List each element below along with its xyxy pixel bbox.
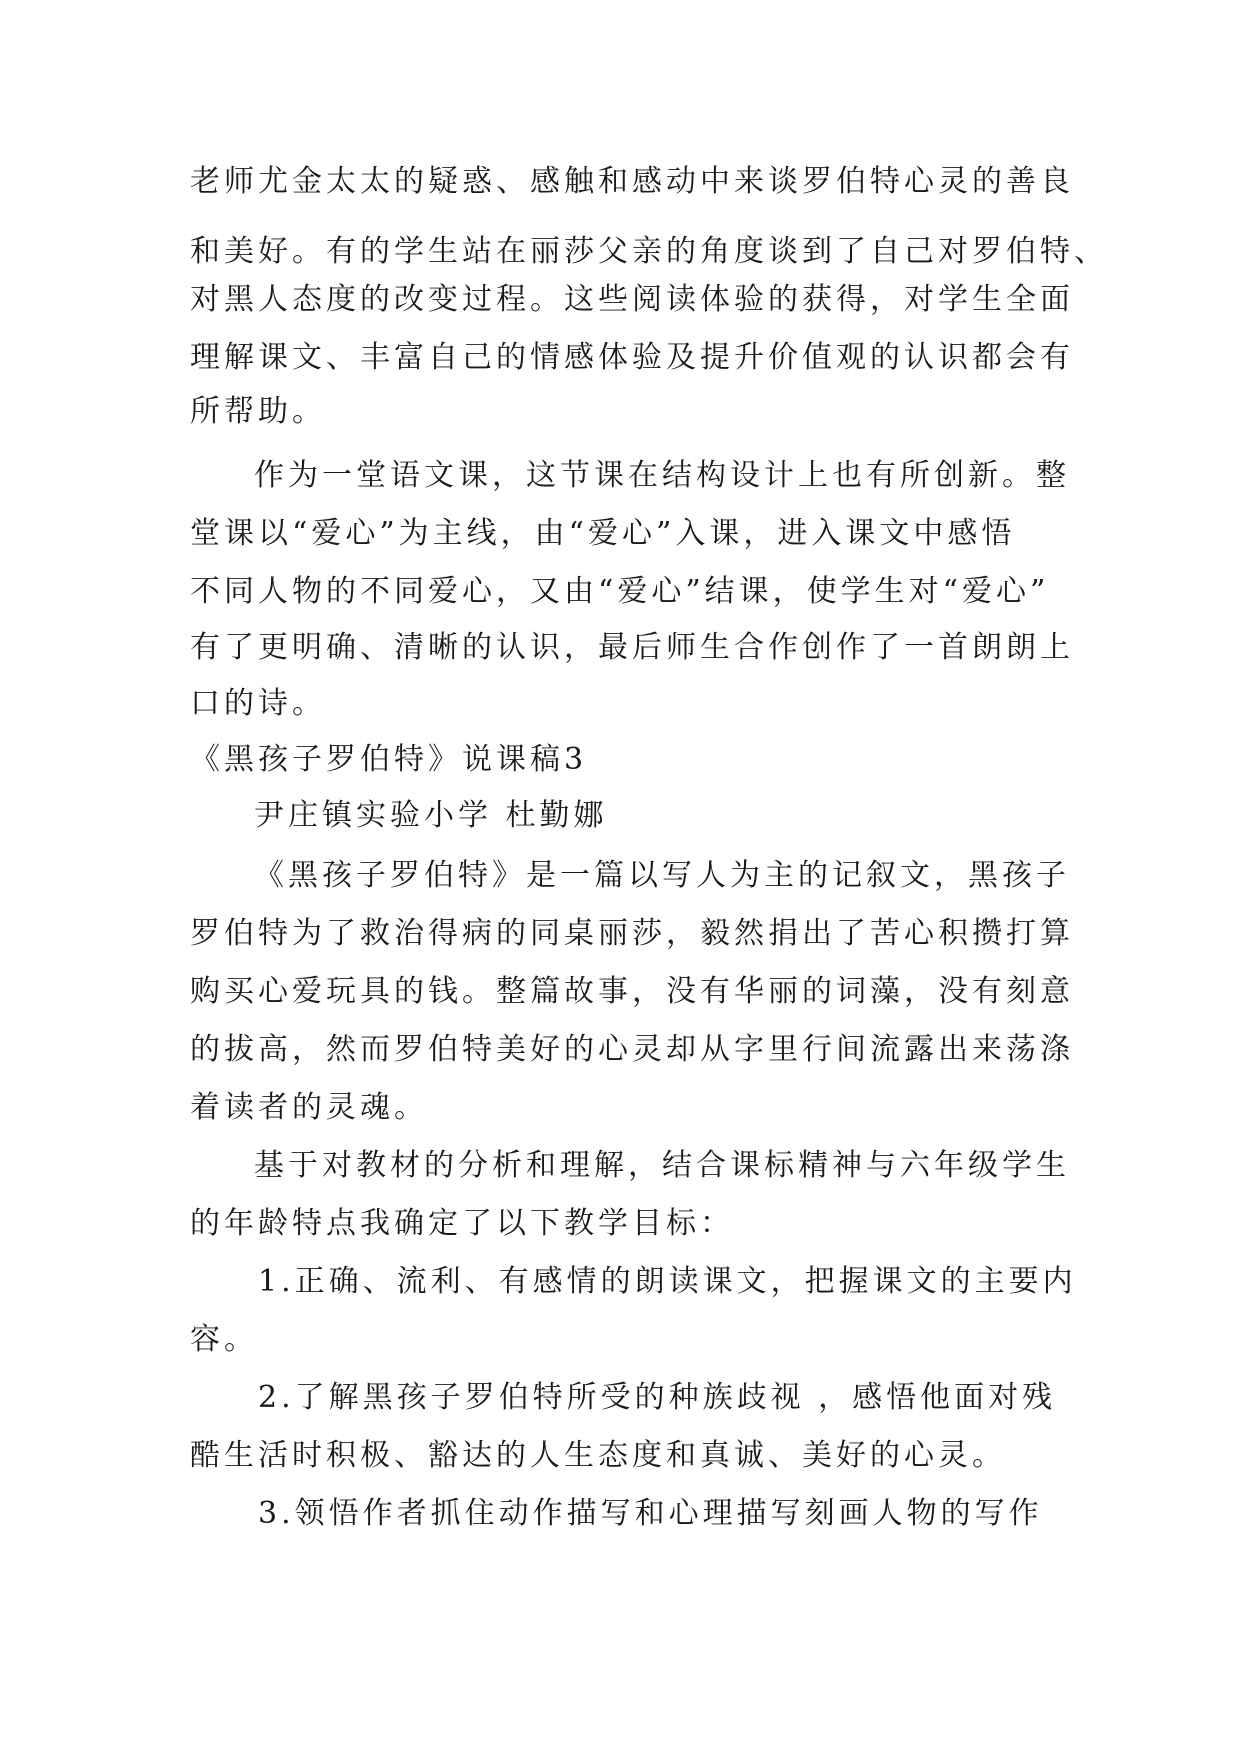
list-item-continuation: 容。 [190,1322,258,1357]
paragraph-line: 所帮助。 [190,394,326,429]
paragraph-line: 口的诗。 [190,686,326,721]
paragraph-line: 和美好。有的学生站在丽莎父亲的角度谈到了自己对罗伯特、 [190,234,1108,269]
paragraph-line: 《黑孩子罗伯特》是一篇以写人为主的记叙文，黑孩子 [254,858,1070,893]
list-item: 3.领悟作者抓住动作描写和心理描写刻画人物的写作 [258,1496,1043,1531]
paragraph-line: 购买心爱玩具的钱。整篇故事，没有华丽的词藻，没有刻意 [190,974,1074,1009]
list-item: 1.正确、流利、有感情的朗读课文，把握课文的主要内 [258,1264,1077,1299]
paragraph-line: 老师尤金太太的疑惑、感触和感动中来谈罗伯特心灵的善良 [190,164,1074,199]
paragraph-line: 的拔高，然而罗伯特美好的心灵却从字里行间流露出来荡涤 [190,1032,1074,1067]
paragraph-line: 作为一堂语文课，这节课在结构设计上也有所创新。整 [254,458,1070,493]
paragraph-line: 不同人物的不同爱心，又由“爱心”结课，使学生对“爱心” [190,574,1050,609]
paragraph-line: 罗伯特为了救治得病的同桌丽莎，毅然捐出了苦心积攒打算 [190,916,1074,951]
paragraph-line: 对黑人态度的改变过程。这些阅读体验的获得，对学生全面 [190,282,1074,317]
author-line: 尹庄镇实验小学 杜勤娜 [254,798,608,833]
list-item-continuation: 酷生活时积极、豁达的人生态度和真诚、美好的心灵。 [190,1438,1006,1473]
list-item: 2.了解黑孩子罗伯特所受的种族歧视 ，感悟他面对残 [258,1380,1057,1415]
paragraph-line: 基于对教材的分析和理解，结合课标精神与六年级学生 [254,1148,1070,1183]
paragraph-line: 着读者的灵魂。 [190,1090,428,1125]
paragraph-line: 堂课以“爱心”为主线，由“爱心”入课，进入课文中感悟 [190,516,1016,551]
paragraph-line: 的年龄特点我确定了以下教学目标： [190,1206,734,1241]
paragraph-line: 有了更明确、清晰的认识，最后师生合作创作了一首朗朗上 [190,630,1074,665]
paragraph-line: 理解课文、丰富自己的情感体验及提升价值观的认识都会有 [190,340,1074,375]
section-title: 《黑孩子罗伯特》说课稿3 [190,742,588,777]
